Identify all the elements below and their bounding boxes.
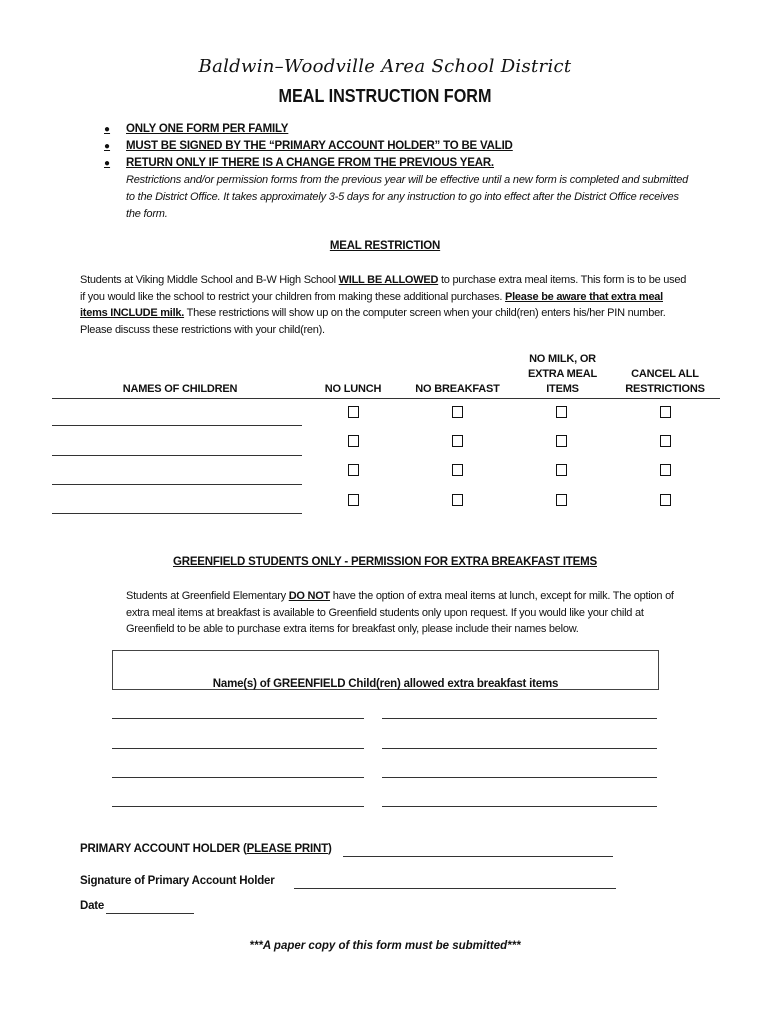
child-name-line[interactable] (52, 484, 302, 485)
bullet-icon: ● (104, 158, 111, 169)
district-name: Baldwin–Woodville Area School District (198, 56, 572, 77)
child-name-line[interactable] (52, 425, 302, 426)
no-breakfast-checkbox[interactable] (452, 494, 463, 506)
no-lunch-checkbox[interactable] (348, 464, 359, 476)
no-milk-checkbox[interactable] (556, 494, 567, 506)
meal-restriction-heading: MEAL RESTRICTION (329, 240, 441, 252)
table-header-rule (52, 398, 720, 399)
paper-copy-note: ***A paper copy of this form must be submitted*** (249, 940, 521, 952)
page-title: MEAL INSTRUCTION FORM (278, 86, 492, 106)
bullet-item: ● ONLY ONE FORM PER FAMILY (104, 121, 704, 138)
date-line[interactable] (106, 913, 194, 914)
bullet-icon: ● (104, 141, 111, 152)
cancel-all-checkbox[interactable] (660, 435, 671, 447)
cancel-all-checkbox[interactable] (660, 464, 671, 476)
greenfield-name-line[interactable] (112, 806, 364, 807)
no-lunch-checkbox[interactable] (348, 406, 359, 418)
greenfield-name-line[interactable] (382, 748, 657, 749)
no-lunch-checkbox[interactable] (348, 435, 359, 447)
no-breakfast-checkbox[interactable] (452, 406, 463, 418)
meal-restriction-paragraph: Students at Viking Middle School and B-W High School WILL BE ALLOWED to purchase extra meal items. This form is to be used if you would like the school to restrict your children from making these additional purchases. Please be aware that extra meal items INCLUDE milk. These restrictions will show up on the computer screen when your child(ren) enters his/her PIN number. Please discuss these restrictions with your child(ren). (80, 274, 687, 336)
bullet-item: ● MUST BE SIGNED BY THE “PRIMARY ACCOUNT HOLDER” TO BE VALID (104, 138, 704, 155)
date-label: Date (80, 900, 105, 912)
greenfield-name-line[interactable] (112, 718, 364, 719)
bullet-list (104, 121, 704, 172)
column-no-lunch: NO LUNCH (324, 383, 382, 395)
primary-holder-label: PRIMARY ACCOUNT HOLDER (PLEASE PRINT) (80, 843, 332, 855)
signature-line[interactable] (294, 888, 616, 889)
greenfield-box-label: Name(s) of GREENFIELD Child(ren) allowed extra breakfast items (212, 678, 559, 690)
greenfield-heading: GREENFIELD STUDENTS ONLY - PERMISSION FOR EXTRA BREAKFAST ITEMS (172, 556, 597, 568)
primary-holder-line[interactable] (343, 856, 613, 857)
child-name-line[interactable] (52, 513, 302, 514)
column-cancel-all: CANCEL ALL RESTRICTIONS (625, 368, 705, 395)
no-lunch-checkbox[interactable] (348, 494, 359, 506)
no-milk-checkbox[interactable] (556, 406, 567, 418)
no-breakfast-checkbox[interactable] (452, 464, 463, 476)
no-milk-checkbox[interactable] (556, 464, 567, 476)
column-names-of-children: NAMES OF CHILDREN (122, 383, 238, 395)
no-milk-checkbox[interactable] (556, 435, 567, 447)
greenfield-name-line[interactable] (382, 718, 657, 719)
bullet-icon: ● (104, 124, 111, 135)
greenfield-name-line[interactable] (382, 806, 657, 807)
greenfield-name-line[interactable] (382, 777, 657, 778)
signature-label: Signature of Primary Account Holder (80, 875, 275, 887)
column-no-breakfast: NO BREAKFAST (415, 383, 500, 395)
cancel-all-checkbox[interactable] (660, 406, 671, 418)
column-no-milk: NO MILK, OR EXTRA MEAL ITEMS (527, 353, 598, 395)
instruction-note: Restrictions and/or permission forms from the previous year will be effective until a new form is completed and submitted to the District Office. It takes approximately 3-5 days for any instruction to go into effect after the District Office receives the form. (126, 174, 689, 220)
no-breakfast-checkbox[interactable] (452, 435, 463, 447)
child-name-line[interactable] (52, 455, 302, 456)
greenfield-paragraph: Students at Greenfield Elementary DO NOT have the option of extra meal items at lunch, except for milk. The option of extra meal items at breakfast is available to Greenfield students only upon request. If you would like your child at Greenfield to be able to purchase extra items for breakfast only, please include their names below. (126, 590, 674, 635)
greenfield-names-box (112, 650, 659, 690)
bullet-item: ● RETURN ONLY IF THERE IS A CHANGE FROM THE PREVIOUS YEAR. (104, 155, 704, 172)
cancel-all-checkbox[interactable] (660, 494, 671, 506)
greenfield-name-line[interactable] (112, 777, 364, 778)
greenfield-name-line[interactable] (112, 748, 364, 749)
